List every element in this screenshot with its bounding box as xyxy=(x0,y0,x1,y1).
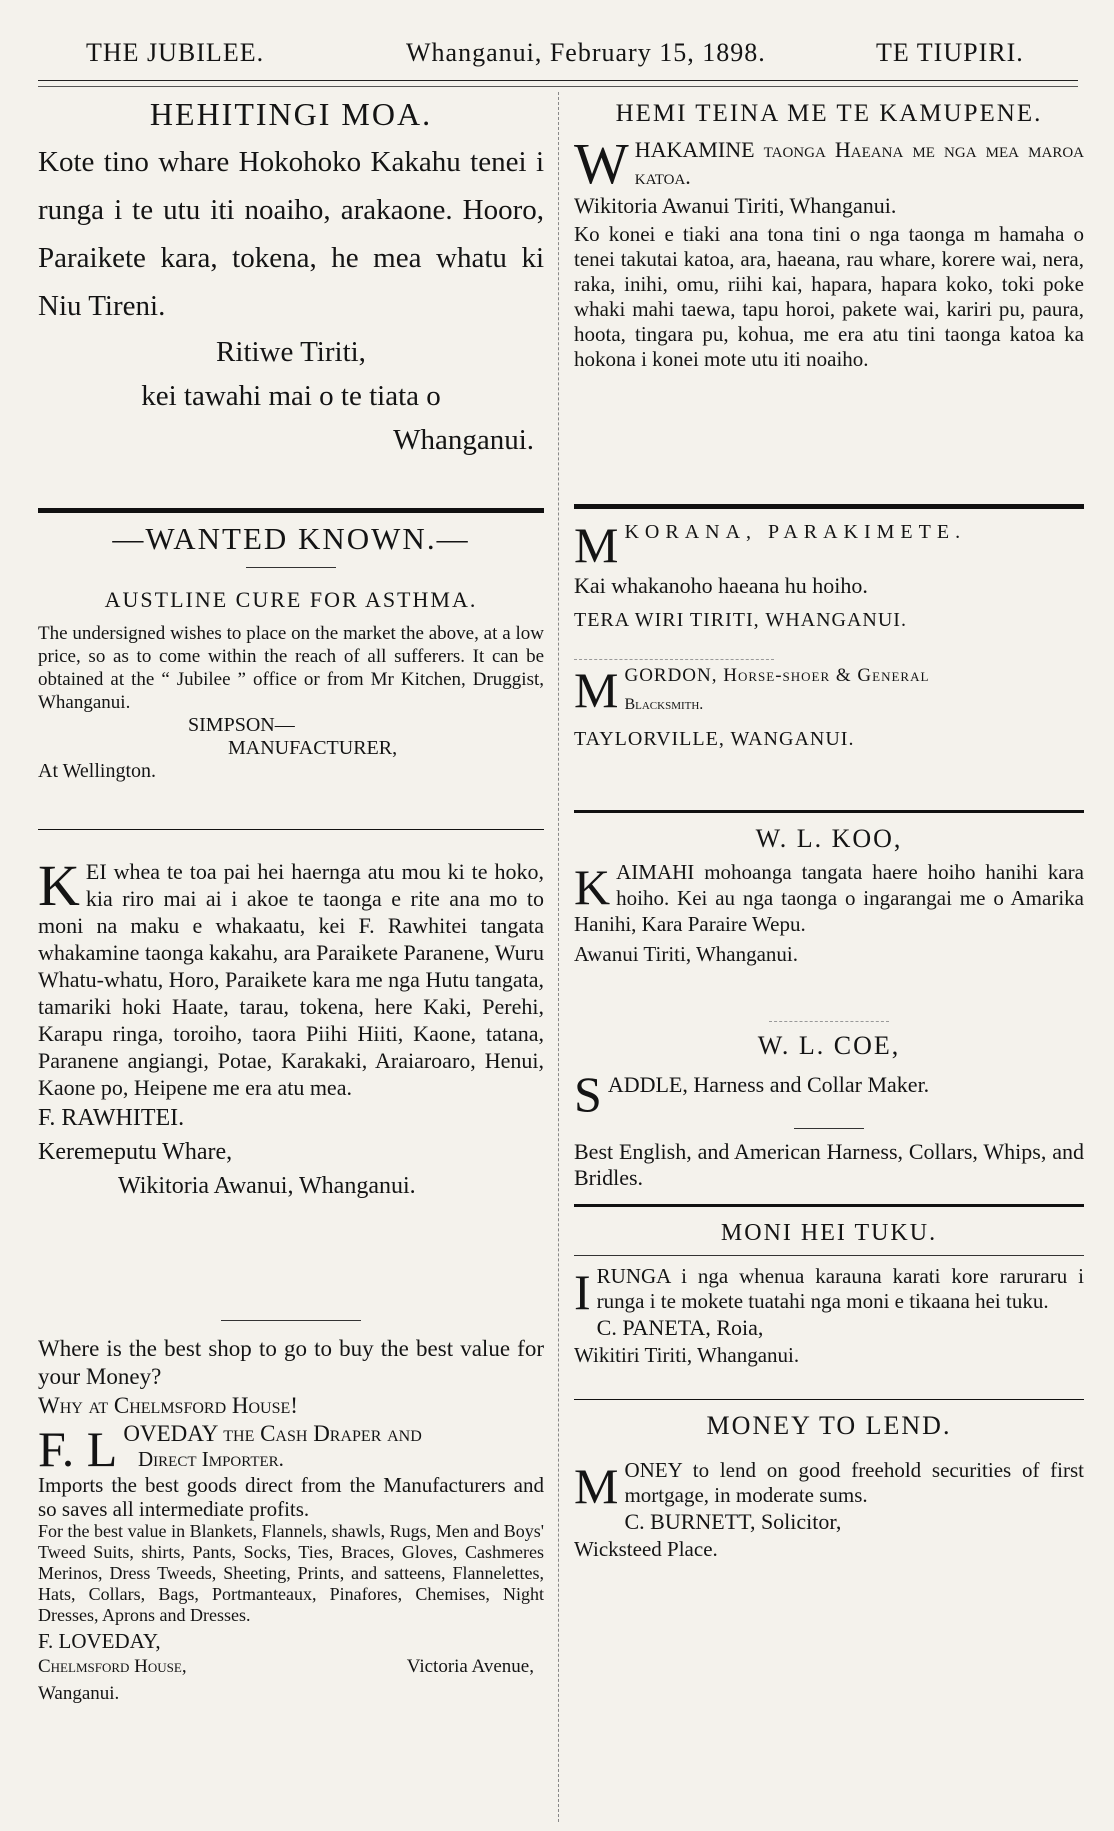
ad-wanted-known xyxy=(38,521,544,821)
drop-cap: K xyxy=(574,859,611,915)
drop-cap: M xyxy=(574,517,619,569)
ad-heading: GORDON, Horse-shoer & General xyxy=(624,665,930,686)
ad-answer: Why at Chelmsford House! xyxy=(38,1393,298,1418)
ad-address: TAYLORVILLE, WANGANUI. xyxy=(574,728,855,750)
drop-cap: M xyxy=(574,662,619,718)
masthead-rule-2 xyxy=(38,86,1078,87)
ad-koo xyxy=(574,821,1084,1021)
ad-title: MONI HEI TUKU. xyxy=(720,1220,938,1246)
divider xyxy=(574,1204,1084,1207)
ad-body: For the best value in Blankets, Flannels, shawls, Rugs, Men and Boys' Tweed Suits, shirts, Pants, Socks, Ties, Braces, Gloves, Cashmeres Merinos, Dress Tweeds, Sheeting, Prints, and satteens, Flannelettes, Hats, Collars, Bags, Portmanteaux, Pinafores, Chemises, Night Dresses, Aprons and Dresses. xyxy=(38,1521,544,1625)
ad-signature: At Wellington. xyxy=(38,760,157,782)
divider xyxy=(574,504,1084,509)
ad-signature: C. BURNETT, Solicitor, xyxy=(624,1509,842,1534)
ad-heading: HAKAMINE taonga Haeana me nga mea maroa katoa. xyxy=(634,137,1084,189)
ad-place: Keremeputu Whare, xyxy=(38,1139,233,1165)
ad-address: Wikitoria Awanui Tiriti, Whanganui. xyxy=(574,193,897,218)
ad-signature: F. LOVEDAY, xyxy=(38,1629,161,1653)
right-column xyxy=(574,96,1084,1562)
ad-title: HEMI TEINA ME TE KAMUPENE. xyxy=(615,100,1043,127)
ad-signature: F. RAWHITEI. xyxy=(38,1105,185,1131)
divider xyxy=(574,659,774,660)
ad-heading: KORANA, PARAKIMETE. xyxy=(624,521,967,543)
ad-signature: MANUFACTURER, xyxy=(228,737,398,759)
column-divider xyxy=(558,92,559,1822)
ad-title: HEHITINGI MOA. xyxy=(149,96,433,132)
divider xyxy=(574,1399,1084,1400)
ad-coe xyxy=(574,1028,1084,1196)
masthead-date: Whanganui, February 15, 1898. xyxy=(406,38,766,67)
ad-heading: ADDLE, Harness and Collar Maker. xyxy=(607,1072,930,1097)
ad-body: Imports the best goods direct from the Manufacturers and so saves all intermediate profits. xyxy=(38,1473,544,1521)
ad-subtitle: AUSTLINE CURE FOR ASTHMA. xyxy=(104,587,478,612)
ad-title: W. L. KOO, xyxy=(755,824,903,853)
divider xyxy=(574,810,1084,813)
ad-line: Ritiwe Tiriti, xyxy=(216,336,366,368)
drop-cap: M xyxy=(574,1458,619,1514)
ad-address: Chelmsford House, xyxy=(38,1656,187,1677)
ad-body: The undersigned wishes to place on the market the above, at a low price, so as to come within the reach of all sufferers. It can be obtained at the “ Jubilee ” office or from Mr Kitchen, Druggist, Whanganui. xyxy=(38,623,544,713)
ad-heading: OVEDAY the Cash Draper and xyxy=(123,1421,422,1446)
masthead xyxy=(0,38,1114,78)
ad-body: Ko konei e tiaki ana tona tini o nga taonga m hamaha o tenei takutai katoa, ara, haeana, rau whare, korere wai, nera, raka, inihi, omu, riihi kai, hapara, hapara koko, toki poke whaki mahi taewa, tapu horoi, pakete wai, kariri pu, paura, hoota, tingara pu, kohua, me era atu tini taonga katoa ka hokona i konei mote utu iti noaiho. xyxy=(574,222,1084,371)
divider xyxy=(38,508,544,513)
masthead-rule xyxy=(38,80,1078,81)
ad-signature: Wicksteed Place. xyxy=(574,1537,718,1561)
divider xyxy=(221,1320,361,1321)
ad-line: Kai whakanoho haeana hu hoiho. xyxy=(574,573,868,598)
ad-body: RUNGA i nga whenua karauna karati kore raruraru i runga i te mokete tuatahi nga moni e tikaana hei tuku. xyxy=(596,1264,1084,1313)
ad-title: MONEY TO LEND. xyxy=(706,1411,952,1440)
ad-body: Best English, and American Harness, Collars, Whips, and Bridles. xyxy=(574,1139,1084,1190)
ad-loveday xyxy=(38,1335,544,1706)
ad-signature: C. PANETA, Roia, xyxy=(596,1315,764,1340)
divider xyxy=(38,829,544,830)
ad-signature: Wikitiri Tiriti, Whanganui. xyxy=(574,1343,800,1367)
ad-hehitingi xyxy=(38,96,544,500)
divider xyxy=(574,1255,1084,1256)
ad-question: Where is the best shop to go to buy the best value for your Money? xyxy=(38,1336,544,1389)
drop-cap: I xyxy=(574,1264,591,1320)
ad-address: Victoria Avenue, xyxy=(406,1656,534,1677)
ad-place: Wikitoria Awanui, Whanganui. xyxy=(118,1173,416,1199)
ad-line: TERA WIRI TIRITI, WHANGANUI. xyxy=(574,609,907,631)
ad-line: kei tawahi mai o te tiata o xyxy=(141,380,441,412)
ad-signature: SIMPSON— xyxy=(188,714,295,736)
ad-gordon xyxy=(574,662,1084,802)
drop-cap: S xyxy=(574,1066,602,1118)
drop-cap: F. L xyxy=(38,1421,118,1473)
ad-moni-hei-tuku xyxy=(574,1215,1084,1391)
ad-korana xyxy=(574,517,1084,657)
ad-body: Kote tino whare Hokohoko Kakahu tenei i runga i te utu iti noaiho, arakaone. Hooro, Paraikete kara, tokena, he mea whatu ki Niu Tireni. xyxy=(38,146,544,322)
ad-body: ONEY to lend on good freehold securities of first mortgage, in moderate sums. xyxy=(624,1458,1084,1507)
ad-heading: Direct Importer. xyxy=(138,1447,284,1471)
ad-title: W. L. COE, xyxy=(757,1031,901,1060)
masthead-right: TE TIUPIRI. xyxy=(876,38,1024,67)
ad-body: AIMAHI mohoanga tangata haere hoiho hanihi kara hoiho. Kei au nga taonga o ingarangai me o Amarika Hanihi, Kara Paraire Wepu. xyxy=(574,860,1084,936)
drop-cap: W xyxy=(574,136,629,190)
ad-heading: Blacksmith. xyxy=(624,696,704,713)
ad-title: —WANTED KNOWN.— xyxy=(112,521,470,556)
left-column xyxy=(38,96,544,1706)
ad-line: Whanganui. xyxy=(393,424,534,456)
ad-body: EI whea te toa pai hei haernga atu mou ki te hoko, kia riro mai ai i akoe te taonga e rite ana mo to moni na maku e whakaatu, kei F. Rawhitei tangata whakamine taonga kakahu, ara Paraikete Paranene, Wuru Whatu-whatu, Horo, Paraikete kara me nga Hutu tangata, tamariki hoki Haate, tarau, tokena, here Kaki, Perehi, Karapu ringa, toroiho, taora Piihi Hiiti, Kaone, tatana, Paranene angiangi, Potae, Karakaki, Araiaroaro, Henui, Kaone po, Heipene me era atu mea. xyxy=(38,859,544,1100)
ad-address: Awanui Tiriti, Whanganui. xyxy=(574,942,799,966)
ad-hemi-teina xyxy=(574,96,1084,496)
ad-rawhitei xyxy=(38,853,544,1310)
masthead-left: THE JUBILEE. xyxy=(86,38,265,67)
divider xyxy=(769,1021,889,1022)
ad-money-to-lend xyxy=(574,1408,1084,1562)
ad-address: Wanganui. xyxy=(38,1683,120,1704)
divider xyxy=(246,567,336,568)
divider xyxy=(794,1128,864,1129)
drop-cap: K xyxy=(38,853,80,918)
